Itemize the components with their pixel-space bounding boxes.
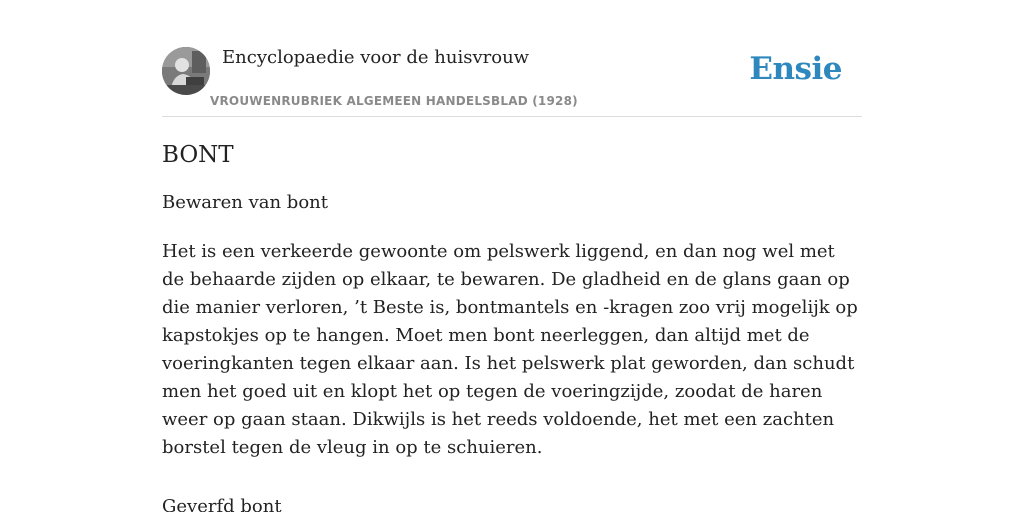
source-subtitle: VROUWENRUBRIEK ALGEMEEN HANDELSBLAD (1928): [210, 94, 578, 108]
section-heading: Geverfd bont: [162, 496, 282, 512]
article-paragraph: Het is een verkeerde gewoonte om pelswerk liggend, en dan nog wel met de behaarde zijden op elkaar, te bewaren. De gladheid en de glans gaan op die manier verloren, ’t Beste is, bontmantels en -kragen zoo vrij mogelijk op kapstokjes op te hangen. Moet men bont neerleggen, dan altijd met de voeringkanten tegen elkaar aan. Is het pelswerk plat geworden, dan schudt men het goed uit en klopt het op tegen de voeringzijde, zoodat de haren weer op gaan staan. Dikwijls is het reeds voldoende, het met een zachten borstel tegen de vleug in op te schuieren.: [162, 241, 858, 458]
portrait-photo-icon[interactable]: [162, 47, 210, 95]
article-title: BONT: [162, 142, 234, 168]
section-heading: Bewaren van bont: [162, 192, 328, 213]
page-header: [162, 0, 862, 117]
article-content: [162, 140, 862, 512]
source-title[interactable]: Encyclopaedie voor de huisvrouw: [222, 47, 530, 68]
brand-logo[interactable]: Ensie: [749, 51, 842, 87]
